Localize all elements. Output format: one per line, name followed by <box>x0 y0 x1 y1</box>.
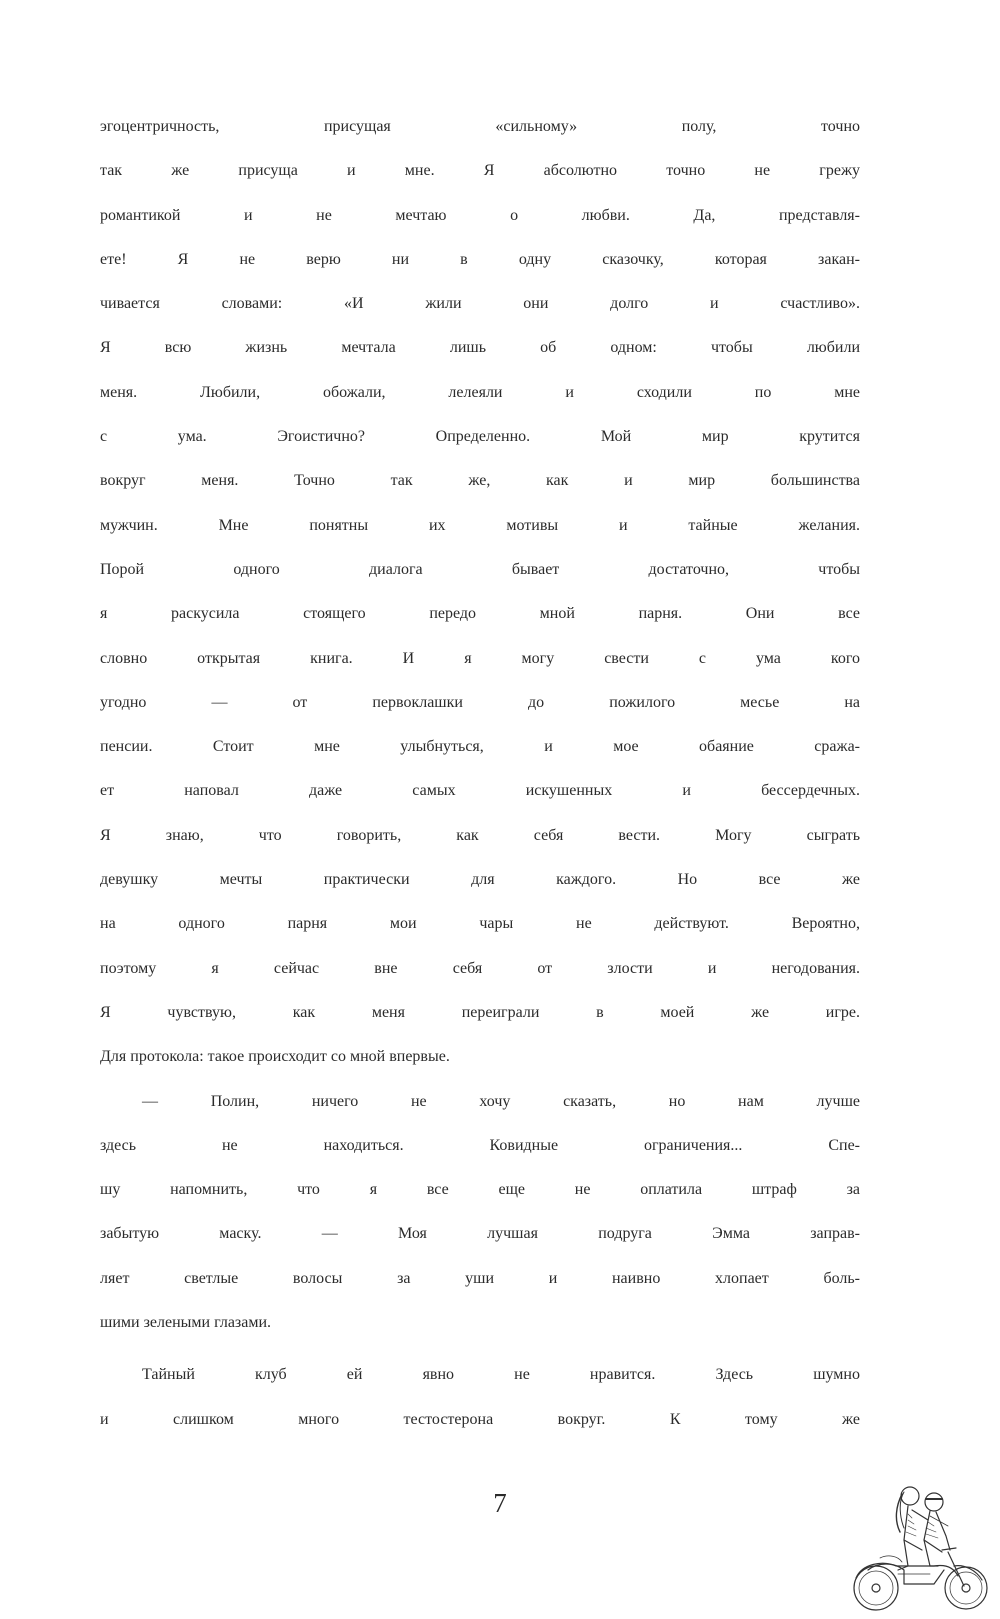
text-line: так же присуща и мне. Я абсолютно точно не грежу <box>100 162 860 180</box>
text-line: поэтому я сейчас вне себя от злости и негодования. <box>100 959 860 977</box>
text-line: меня. Любили, обожали, лелеяли и сходили по мне <box>100 383 860 401</box>
paragraph-gap <box>100 1358 860 1366</box>
text-line: романтикой и не мечтаю о любви. Да, представля- <box>100 206 860 224</box>
text-line: Я всю жизнь мечтала лишь об одном: чтобы любили <box>100 339 860 357</box>
text-line: угодно — от первоклашки до пожилого месье на <box>100 693 860 711</box>
text-line: с ума. Эгоистично? Определенно. Мой мир крутится <box>100 428 860 446</box>
text-line: мужчин. Мне понятны их мотивы и тайные желания. <box>100 516 860 534</box>
text-line: Я чувствую, как меня переиграли в моей же игре. <box>100 1003 860 1021</box>
text-line: Порой одного диалога бывает достаточно, чтобы <box>100 560 860 578</box>
text-line: Для протокола: такое происходит со мной впервые. <box>100 1048 450 1066</box>
text-line: эгоцентричность, присущая «сильному» полу, точно <box>100 118 860 135</box>
text-line: — Полин, ничего не хочу сказать, но нам лучше <box>142 1092 860 1110</box>
page-number: 7 <box>493 1488 507 1518</box>
text-line: девушку мечты практически для каждого. Но все же <box>100 871 860 889</box>
text-line: здесь не находиться. Ковидные ограничения... Спе- <box>100 1136 860 1154</box>
text-line: Тайный клуб ей явно не нравится. Здесь шумно <box>142 1366 860 1384</box>
text-line: ете! Я не верю ни в одну сказочку, которая закан- <box>100 250 860 268</box>
text-line: забытую маску. — Моя лучшая подруга Эмма заправ- <box>100 1225 860 1243</box>
text-line: вокруг меня. Точно так же, как и мир большинства <box>100 472 860 490</box>
text-line: пенсии. Стоит мне улыбнуться, и мое обаяние сража- <box>100 738 860 756</box>
text-line: чивается словами: «И жили они долго и счастливо». <box>100 295 860 313</box>
text-line: шими зелеными глазами. <box>100 1314 272 1332</box>
text-line: ет наповал даже самых искушенных и бессердечных. <box>100 782 860 800</box>
text-line: на одного парня мои чары не действуют. Вероятно, <box>100 915 860 933</box>
couple-on-motorcycle-sketch-icon <box>838 1466 998 1616</box>
text-line: я раскусила стоящего передо мной парня. Они все <box>100 605 860 623</box>
text-line: ляет светлые волосы за уши и наивно хлопает боль- <box>100 1269 860 1287</box>
text-line: словно открытая книга. И я могу свести с ума кого <box>100 649 860 667</box>
text-line: и слишком много тестостерона вокруг. К тому же <box>100 1410 860 1428</box>
text-line: шу напомнить, что я все еще не оплатила штраф за <box>100 1181 860 1199</box>
body-text <box>100 118 860 1455</box>
text-line: Я знаю, что говорить, как себя вести. Могу сыграть <box>100 826 860 844</box>
